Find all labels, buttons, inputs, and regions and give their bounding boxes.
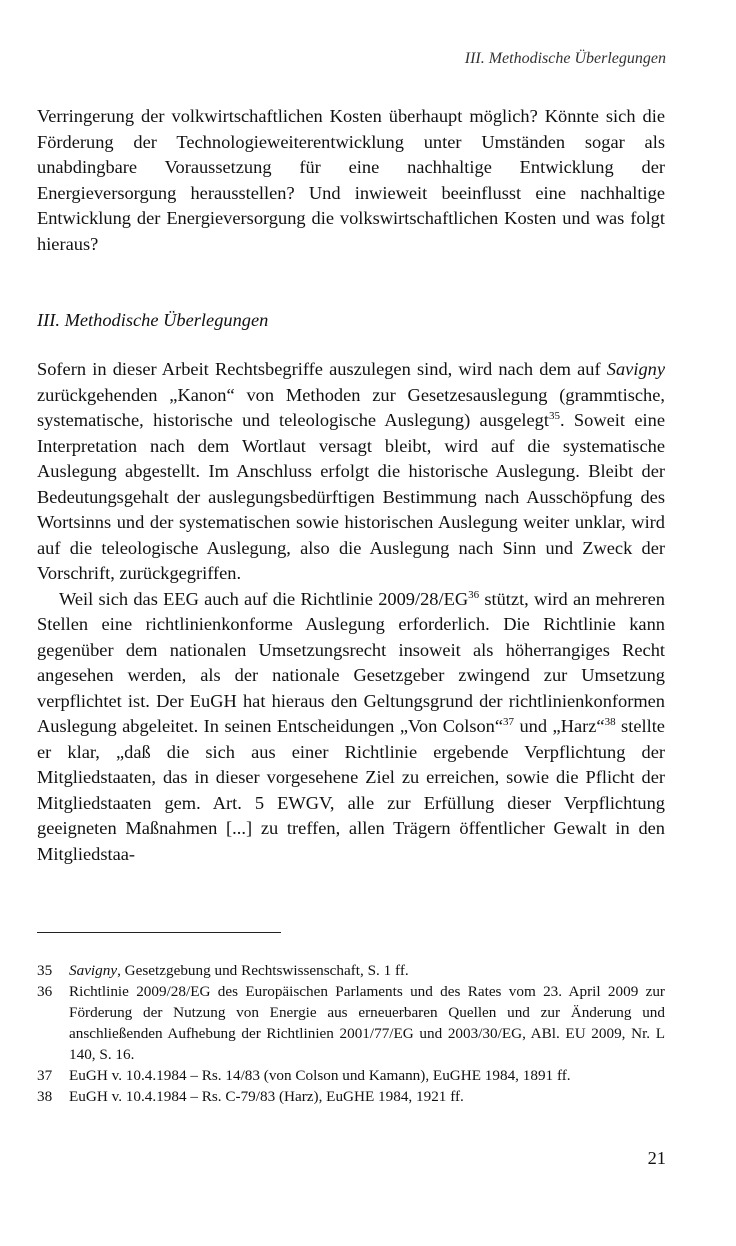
footnote-number: 37 — [37, 1067, 53, 1084]
footnote-divider — [37, 932, 281, 933]
footnote-text — [69, 960, 665, 981]
text-run: . Soweit eine Interpretation nach dem Wortlaut versagt bleibt, wird auf die systematische Auslegung abgestellt. Im Anschluss erfolgt die historische Auslegung. Bleibt der Bedeutungsgehalt der auslegungsbedürftigen Bestimmung nach Ausschöpfung des Wortsinns und der systematischen sowie historischen Auslegung weiter unklar, wird auf die teleologische Auslegung, also die Auslegung nach Sinn und Zweck der Vorschrift, zurückgegriffen. — [37, 410, 665, 583]
text-run: stützt, wird an mehreren Stellen eine richtlinienkonforme Auslegung erforderlich. Die Richtlinie kann gegenüber dem nationalen Umsetzungsrecht insoweit als höherrangiges Recht angesehen werden, als der nationale Gesetzgeber zwingend zur Umsetzung verpflichtet ist. Der EuGH hat hieraus den Geltungsgrund der richtlinienkonformen Auslegung abgeleitet. In seinen Entscheidungen „Von Colson“ — [37, 588, 665, 736]
footnote-text: Richtlinie 2009/28/EG des Europäischen Parlaments und des Rates vom 23. April 2009 zur Förderung der Nutzung von Energie aus erneuerbaren Quellen und zur Änderung und anschließenden Aufhebung der Richtlinien 2001/77/EG und 2003/30/EG, ABl. EU 2009, Nr. L 140, S. 16. — [69, 983, 665, 1063]
footnote-text: EuGH v. 10.4.1984 – Rs. C-79/83 (Harz), EuGHE 1984, 1921 ff. — [69, 1088, 464, 1105]
footnote-38 — [37, 1086, 665, 1107]
body-paragraph-1 — [37, 357, 665, 587]
footnote-ref[interactable]: 35 — [548, 409, 560, 422]
footnote-37 — [37, 1065, 665, 1086]
page-number: 21 — [647, 1148, 666, 1168]
body-paragraph-2 — [37, 587, 665, 868]
footnote-number: 35 — [37, 962, 53, 979]
text-run: Sofern in dieser Arbeit Rechtsbegriffe auszulegen sind, wird nach dem auf — [37, 359, 607, 379]
footnotes-list — [37, 960, 665, 1107]
text-run: zurückgehenden „Kanon“ von Methoden zur Gesetzesauslegung (grammtische, systematische, historische und teleologische Auslegung) ausgelegt — [37, 384, 665, 430]
footnote-36 — [37, 981, 665, 1065]
intro-paragraph: Verringerung der volkwirtschaftlichen Kosten überhaupt möglich? Könnte sich die Förderung der Technologieweiterentwicklung unter Umständen sogar als unabdingbare Voraussetzung für eine nachhaltige Entwicklung der Energieversorgung herausstellen? Und inwieweit beeinflusst eine nachhaltige Entwicklung der Energieversorgung die volkswirtschaftlichen Kosten und was folgt hieraus? — [37, 106, 665, 254]
author-name: Savigny — [69, 962, 118, 979]
footnote-ref[interactable]: 37 — [503, 715, 515, 728]
footnote-number: 36 — [37, 983, 53, 1000]
section-heading: III. Methodische Überlegungen — [37, 310, 269, 330]
text-run: , Gesetzgebung und Rechtswissenschaft, S. 1 ff. — [117, 962, 409, 979]
footnote-ref[interactable]: 38 — [604, 715, 616, 728]
footnote-number: 38 — [37, 1088, 53, 1105]
text-run: stellte er klar, „daß die sich aus einer Richtlinie ergebende Verpflichtung der Mitgliedstaaten, das in dieser vorgesehene Ziel zu erreichen, sowie die Pflicht der Mitgliedstaaten gem. Art. 5 EWGV, alle zur Erfüllung dieser Verpflichtung geeigneten Maßnahmen [...] zu treffen, allen Trägern öffentlicher Gewalt in den Mitgliedstaa- — [37, 716, 665, 864]
footnote-text: EuGH v. 10.4.1984 – Rs. 14/83 (von Colson und Kamann), EuGHE 1984, 1891 ff. — [69, 1067, 571, 1084]
author-name: Savigny — [606, 359, 665, 379]
text-run: und „Harz“ — [514, 716, 605, 736]
section-body — [37, 357, 665, 867]
footnote-35 — [37, 960, 665, 981]
running-head: III. Methodische Überlegungen — [464, 50, 666, 67]
text-run: Weil sich das EEG auch auf die Richtlinie 2009/28/EG — [59, 588, 469, 609]
footnote-ref[interactable]: 36 — [468, 588, 480, 601]
